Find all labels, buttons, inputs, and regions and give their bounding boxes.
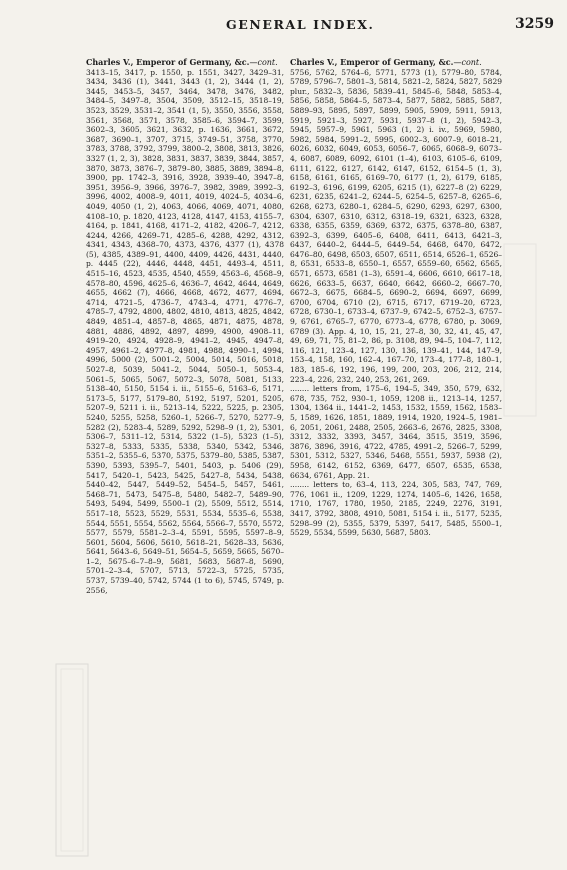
entry-references: 3413–15, 3417, p. 1550, p. 1551, 3427, 3429–31, 3434, 3436 (1), 3441, 3443 (1, 2), 3444 (1, 2), 3445, 3453–5, 3457, 3464, 3478, 3476, 3482, 3484–5, 3497–8, 3504, 3509, 3512–15, 3518–19, 3523, 3529, 3531–2, 3541 (1, 5), 3550, 3556, 3558, 3561, 3568, 3571, 3578, 3585–6, 3594–7, 3599, 3602–3, 3605, 3621, 3632, p. 1636, 3661, 3672, 3687, 3690–1, 3707, 3715, 3749–51, 3758, 3770, 3783, 3788, 3792, 3799, 3800–2, 3808, 3813, 3826, 3327 (1, 2, 3), 3828, 3831, 3837, 3839, 3844, 3857, 3870, 3873, 3876–7, 3879–80, 3885, 3889, 3894–8, 3900, pp. 1742–3, 3916, 3928, 3939–40, 3947–8, 3951, 3956–9, 3966, 3976–7, 3982, 3989, 3992–3, 3996, 4002, 4008–9, 4011, 4019, 4024–5, 4034–6, 4049, 4050 (1, 2), 4063, 4066, 4069, 4071, 4080, 4108–10, p. 1820, 4123, 4128, 4147, 4153, 4155–7, 4164, p. 1841, 4168, 4171–2, 4182, 4206–7, 4212, 4244, 4266, 4269–71, 4285–6, 4288, 4292, 4312, 4341, 4343, 4368–70, 4373, 4376, 4377 (1), 4378 (5), 4385, 4389–91, 4400, 4409, 4426, 4431, 4440, p. 4445 (22), 4446, 4448, 4451, 4493–4, 4511, 4515–16, 4523, 4535, 4540, 4559, 4563–6, 4568–9, 4578–80, 4596, 4625–6, 4636–7, 4642, 4644, 4649, 4655, 4662 (7), 4666, 4668, 4672, 4677, 4694, 4714, 4721–5, 4736–7, 4743–4, 4771, 4776–7, 4785–7, 4792, 4800, 4802, 4810, 4813, 4825, 4842, 4849, 4851–4, 4857–8, 4865, 4871, 4875, 4878, 4881, 4886, 4892, 4897, 4899, 4900, 4908–11, 4919–20, 4924, 4928–9, 4941–2, 4945, 4947–8, 4957, 4961–2, 4977–8, 4981, 4988, 4990–1, 4994, 4996, 5000 (2), 5001–2, 5004, 5014, 5016, 5018, 5027–8, 5039, 5041–2, 5044, 5050–1, 5053–4, 5061–5, 5065, 5067, 5072–3, 5078, 5081, 5133, 5138–40, 5150, 5154 i. ii., 5155–6, 5163–6, 5171, 5173–5, 5177, 5179–80, 5192, 5197, 5201, 5205, 5207–9, 5211 i. ii., 5213–14, 5222, 5225, p. 2305, 5240, 5255, 5258, 5260–1, 5266–7, 5270, 5277–9, 5282 (2), 5283–4, 5289, 5292, 5298–9 (1, 2), 5301, 5306–7, 5311–12, 5314, 5322 (1–5), 5323 (1–5), 5327–8, 5333, 5335, 5338, 5340, 5342, 5346, 5351–2, 5355–6, 5370, 5375, 5379–80, 5385, 5387, 5390, 5393, 5395–7, 5401, 5403, p. 5406 (29), 5417, 5420–1, 5423, 5425, 5427–8, 5434, 5438, 5440–42, 5447, 5449–52, 5454–5, 5457, 5461, 5468–71, 5473, 5475–8, 5480, 5482–7, 5489–90, 5493, 5494, 5499, 5500–1 (2), 5509, 5512, 5514, 5517–18, 5523, 5529, 5531, 5534, 5535–6, 5538, 5544, 5551, 5554, 5562, 5564, 5566–7, 5570, 5572, 5577, 5579, 5581–2–3–4, 5591, 5595, 5597–8–9, 5601, 5604, 5606, 5610, 5618–21, 5628–33, 5636, 5641, 5643–6, 5649–51, 5654–5, 5659, 5665, 5670–1–2, 5675–6–7–8–9, 5681, 5683, 5687–8, 5690, 5701–2–3–4, 5707, 5713, 5722–3, 5725, 5735, 5737, 5739–40, 5742, 5744 (1 to 6), 5745, 5749, p. 2556, [86, 67, 284, 595]
right-column [290, 58, 502, 538]
subentry-references: 175–6, 194–5, 349, 350, 579, 632, 678, 735, 752, 930–1, 1059, 1208 ii., 1213–14, 1257, 1304, 1364 ii., 1441–2, 1453, 1532, 1559, 1562, 1583–5, 1589, 1626, 1851, 1889, 1914, 1920, 1924–5, 1981–6, 2051, 2061, 2488, 2505, 2663–6, 2676, 2825, 3308, 3312, 3332, 3393, 3457, 3464, 3515, 3519, 3596, 3876, 3896, 3916, 4722, 4785, 4991–2, 5266–7, 5299, 5301, 5312, 5327, 5346, 5468, 5551, 5937, 5938 (2), 5958, 6142, 6152, 6369, 6477, 6507, 6535, 6538, 6634, 6761, App. 21. [290, 384, 502, 480]
continued-marker: —cont. [453, 58, 482, 67]
subentry-lead: ........ letters from, [290, 384, 362, 394]
entry-heading-text: Charles V., Emperor of Germany, &c. [290, 57, 454, 67]
entry-heading [290, 58, 502, 68]
library-watermark [52, 660, 92, 860]
subentry-letters-to [290, 480, 502, 538]
left-column [86, 58, 284, 595]
running-title: GENERAL INDEX. [226, 17, 375, 32]
library-watermark [500, 240, 540, 420]
entry-heading [86, 58, 284, 68]
entry-references: 5756, 5762, 5764–6, 5771, 5773 (1), 5779–80, 5784, 5789, 5796–7, 5801–3, 5814, 5821–2, 5824, 5827, 5829 plur., 5832–3, 5836, 5839–41, 5845–6, 5848, 5853–4, 5856, 5858, 5864–5, 5873–4, 5877, 5882, 5885, 5887, 5889–93, 5895, 5897, 5899, 5905, 5909, 5911, 5913, 5919, 5921–3, 5927, 5931, 5937–8 (1, 2), 5942–3, 5945, 5957–9, 5961, 5963 (1, 2) i. iv., 5969, 5980, 5982, 5984, 5991–2, 5995, 6002–3, 6007–9, 6018–21, 6026, 6032, 6049, 6053, 6056–7, 6065, 6068–9, 6073–4, 6087, 6089, 6092, 6101 (1–4), 6103, 6105–6, 6109, 6111, 6122, 6127, 6142, 6147, 6152, 6154–5 (1, 3), 6158, 6161, 6165, 6169–70, 6177 (1, 2), 6179, 6185, 6192–3, 6196, 6199, 6205, 6215 (1), 6227–8 (2) 6229, 6231, 6235, 6241–2, 6244–5, 6254–5, 6257–8, 6265–6, 6268, 6273, 6280–1, 6284–5, 6290, 6293, 6297, 6300, 6304, 6307, 6310, 6312, 6318–19, 6321, 6323, 6328, 6338, 6355, 6359, 6369, 6372, 6375, 6378–80, 6387, 6392–3, 6399, 6405–6, 6408, 6411, 6413, 6421–3, 6437, 6440–2, 6444–5, 6449–54, 6468, 6470, 6472, 6476–80, 6498, 6503, 6507, 6511, 6514, 6526–1, 6526–8, 6531, 6533–8, 6550–1, 6557, 6559–60, 6562, 6565, 6571, 6573, 6581 (1–3), 6591–4, 6606, 6610, 6617–18, 6626, 6633–5, 6637, 6640, 6642, 6660–2, 6667–70, 6672–3, 6675, 6684–5, 6690–2, 6694, 6697, 6699, 6700, 6704, 6710 (2), 6715, 6717, 6719–20, 6723, 6728, 6730–1, 6733–4, 6737–9, 6742–5, 6752–3, 6757–9, 6761, 6765–7, 6770, 6773–4, 6778, 6780, p. 3069, 6789 (3). App. 4, 10, 15, 21, 27–8, 30, 32, 41, 45, 47, 49, 69, 71, 75, 81–2, 86, p. 3108, 89, 94–5, 104–7, 112, 116, 121, 123–4, 127, 130, 136, 139–41, 144, 147–9, 153–4, 158, 160, 162–4, 167–70, 173–4, 177–8, 180–1, 183, 185–6, 192, 196, 199, 200, 203, 206, 212, 214, 223–4, 226, 232, 240, 253, 261, 269. [290, 67, 502, 384]
continued-marker: —cont. [249, 58, 278, 67]
subentry-references: 63–4, 113, 224, 305, 583, 747, 769, 776, 1061 ii., 1209, 1229, 1274, 1405–6, 1426, 1658, 1710, 1767, 1780, 1950, 2185, 2249, 2276, 3191, 3417, 3792, 3808, 4910, 5081, 5154 i. ii., 5177, 5235, 5298–99 (2), 5355, 5379, 5397, 5417, 5485, 5500–1, 5529, 5534, 5599, 5630, 5687, 5803. [290, 480, 503, 538]
page-header [0, 17, 567, 39]
page-number: 3259 [515, 16, 554, 32]
subentry-lead: ........ letters to, [290, 480, 353, 490]
entry-heading-text: Charles V., Emperor of Germany, &c. [86, 57, 250, 67]
subentry-letters-from [290, 384, 502, 480]
